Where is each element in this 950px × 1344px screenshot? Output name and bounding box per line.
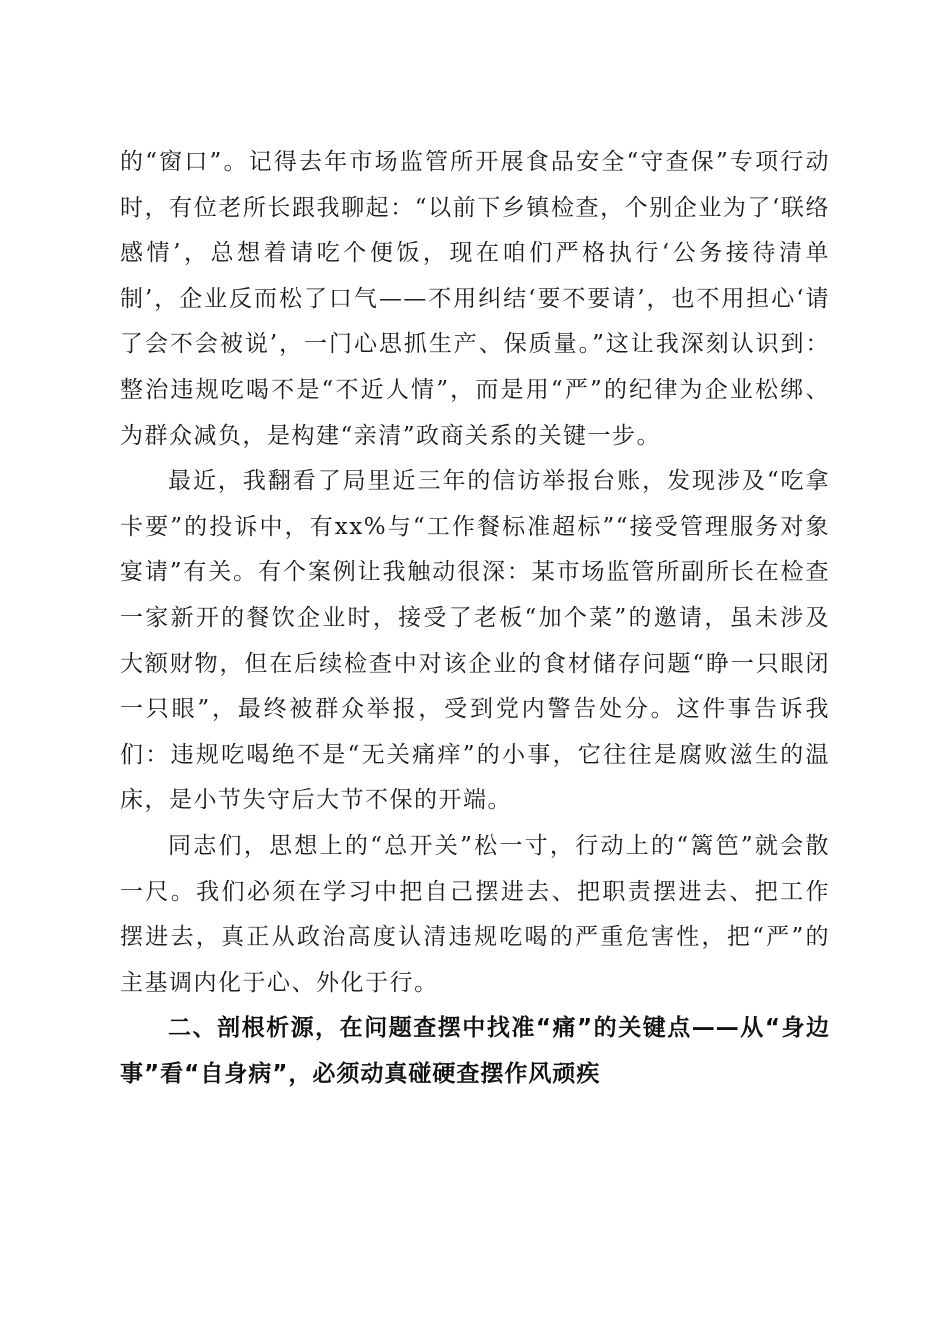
paragraph-continuation: 的“窗口”。记得去年市场监管所开展食品安全“守查保”专项行动时，有位老所长跟我聊起：“以前下乡镇检查，个别企业为了‘联络感情’，总想着请吃个便饭，现在咱们严格执行‘公务接待清单制’，企业反而松了口气——不用纠结‘要不要请’，也不用担心‘请了会不会被说’，一门心思抓生产、保质量。”这让我深刻认识到：整治违规吃喝不是“不近人情”，而是用“严”的纪律为企业松绑、为群众减负，是构建“亲清”政商关系的关键一步。 xyxy=(120,149,830,449)
section-heading: 二、剖根析源，在问题查摆中找准“痛”的关键点——从“身边事”看“自身病”，必须动真碰硬查摆作风顽疾 xyxy=(120,1015,830,1087)
document-body xyxy=(120,140,830,1097)
paragraph-case-study: 最近，我翻看了局里近三年的信访举报台账，发现涉及“吃拿卡要”的投诉中，有xx%与“工作餐标准超标”“接受管理服务对象宴请”有关。有个案例让我触动很深：某市场监管所副所长在检查一家新开的餐饮企业时，接受了老板“加个菜”的邀请，虽未涉及大额财物，但在后续检查中对该企业的食材储存问题“睁一只眼闭一只眼”，最终被群众举报，受到党内警告处分。这件事告诉我们：违规吃喝绝不是“无关痛痒”的小事，它往往是腐败滋生的温床，是小节失守后大节不保的开端。 xyxy=(120,468,830,814)
paragraph-conclusion: 同志们，思想上的“总开关”松一寸，行动上的“篱笆”就会散一尺。我们必须在学习中把自己摆进去、把职责摆进去、把工作摆进去，真正从政治高度认清违规吃喝的严重危害性，把“严”的主基调内化于心、外化于行。 xyxy=(120,832,830,996)
